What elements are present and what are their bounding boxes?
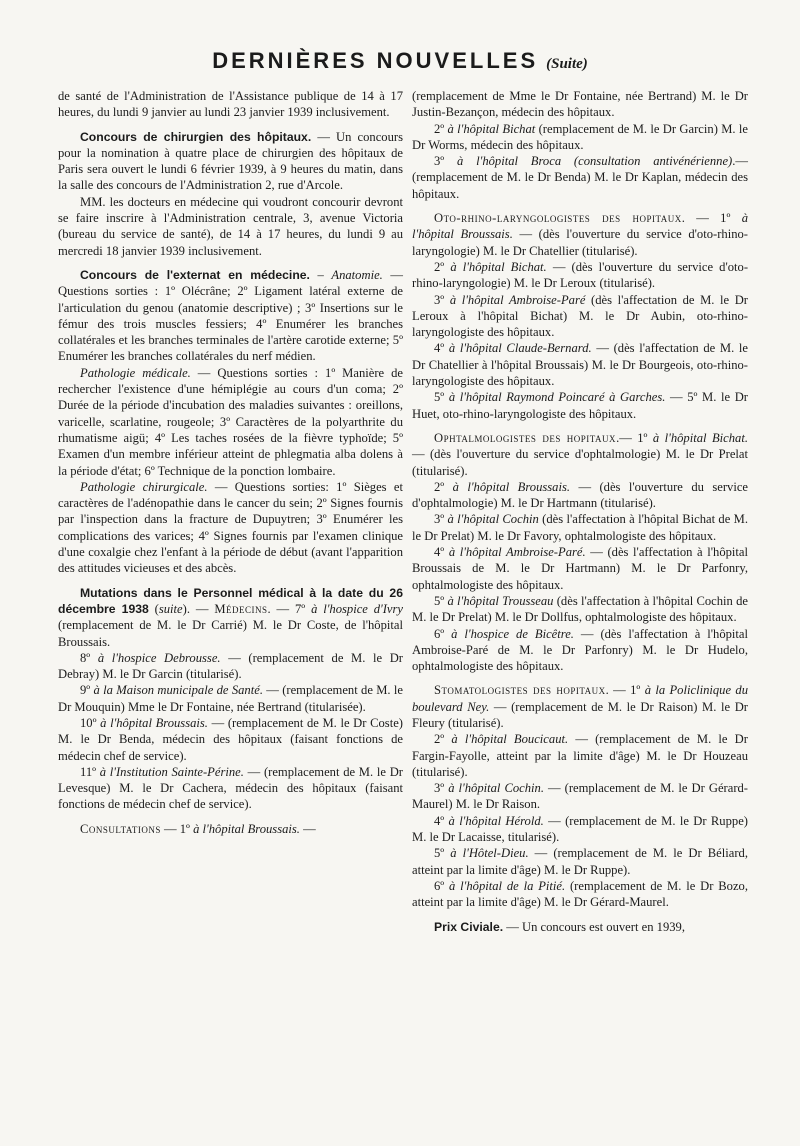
text-run: 3º xyxy=(434,781,449,796)
text-run: (dès l'affectation à l'hôpital Cochin de M. le Dr Prelat) M. le Dr Dollfus, ophtalmologiste des hôpitaux. xyxy=(412,593,748,625)
paragraph xyxy=(412,731,748,780)
text-run: 2º xyxy=(434,479,453,494)
text-run: à l'hôpital Bichat xyxy=(447,121,536,136)
text-run: à l'hospice Debrousse. xyxy=(97,650,221,665)
text-run: Médecins xyxy=(214,601,268,616)
paragraph xyxy=(412,780,748,813)
text-run: de santé de l'Administration de l'Assistance publique de 14 à 17 heures, du lundi 9 janvier au lundi 23 janvier 1939 inclusivement. xyxy=(58,89,403,120)
section-title: DERNIÈRES NOUVELLES xyxy=(212,48,539,73)
paragraph xyxy=(412,121,748,154)
paragraph xyxy=(412,389,748,422)
text-run: 6º xyxy=(434,626,452,641)
paragraph xyxy=(412,544,748,593)
paragraph-heading: Prix Civiale. xyxy=(434,919,504,934)
text-run: — Questions sorties : 1º Manière de rechercher l'existence d'une hémiplégie au cours d'un coma; 2º Durée de la période d'incubation des maladies suivantes : oreillons, varicelle, scarlatine, rougeole; 3º Caractères de la polyarthrite du rhumatisme aigü; 4º Les taches rosées de la fièvre typhoïde; 5º Examen d'un membre inférieur atteint de phlegmatia alba dolens à la période d'état; 6º Technique de la ponction lombaire. xyxy=(58,365,403,478)
paragraph xyxy=(412,682,748,731)
text-run: 2º xyxy=(434,732,452,747)
paragraph-heading: Concours de chirurgien des hôpitaux. xyxy=(80,129,312,144)
text-run: – xyxy=(309,267,332,282)
paragraph xyxy=(412,153,748,202)
text-run: 10º xyxy=(80,715,101,730)
paragraph xyxy=(412,210,748,259)
text-run: — (remplacement de M. le Dr Coste) M. le Dr Benda, médecin des hôpitaux (faisant fonctions de médecin chef de service). xyxy=(58,715,403,763)
text-run: — (remplacement de M. le Dr Raison) M. le Dr Fleury (titularisé). xyxy=(412,699,749,730)
paragraph xyxy=(412,845,748,878)
text-run: — Questions sorties : 1º Olécrâne; 2º Ligament latéral externe de l'articulation du genou (anatomie descriptive) ; 3º Insertions sur le fémur des trois muscles fessiers; 4º Enumérer les branches collatérales et les branches terminales de l'artère carotide externe; 5º Enumérer les branches collatérales du nerf médien. xyxy=(58,267,403,364)
text-run: Stomatologistes des hopitaux xyxy=(434,683,606,698)
paragraph-heading: Concours de l'externat en médecine. xyxy=(80,267,310,282)
text-run: Pathologie chirurgicale. xyxy=(80,479,208,494)
text-run: 5º xyxy=(434,593,448,608)
text-run: — (remplacement de M. le Dr Fargin-Fayolle, atteint par la limite d'âge) M. le Dr Houzeau (titularisé). xyxy=(412,732,748,779)
text-run: à l'hospice de Bicêtre. xyxy=(451,626,574,641)
text-run: 4º xyxy=(434,813,449,828)
paragraph xyxy=(58,585,403,650)
paragraph xyxy=(58,479,403,577)
paragraph xyxy=(58,267,403,365)
text-run: (dès l'affectation de M. le Dr Leroux à l'hôpital Bichat) M. le Dr Aubin, oto-rhino-laryngologiste des hôpitaux. xyxy=(412,292,748,340)
text-run: à la Policlinique du boulevard Ney. xyxy=(412,683,748,714)
text-run: (remplacement de M. le Dr Bozo, atteint par la limite d'âge) M. le Dr Gérard-Maurel. xyxy=(412,878,748,910)
left-column xyxy=(58,88,403,837)
text-run: à l'hôpital Claude-Bernard. xyxy=(448,341,592,356)
text-run: à l'hôpital Broussais. xyxy=(412,211,748,242)
paragraph xyxy=(58,821,403,837)
text-run: à l'hôpital Raymond Poincaré à Garches. xyxy=(448,390,666,405)
text-run: — (dès l'ouverture du service d'ophtalmologie) M. le Dr Hartmann (titularisé). xyxy=(412,479,749,511)
text-run: 11º xyxy=(80,764,100,779)
text-run: — (remplacement de M. le Dr Gérard-Maurel) M. le Dr Raison. xyxy=(412,781,749,812)
text-run: à l'hôpital Cochin xyxy=(447,512,539,527)
paragraph xyxy=(412,813,748,846)
text-run: Pathologie médicale. xyxy=(80,365,191,380)
text-run: . — 1º xyxy=(681,211,742,226)
text-run: Ophtalmologistes des hopitaux xyxy=(434,430,617,445)
text-run: — (dès l'ouverture du service d'oto-rhino-laryngologie) M. le Dr Leroux (titularisé). xyxy=(412,259,749,291)
text-run: à l'hôpital de la Pitié. xyxy=(449,878,566,893)
text-run: ( xyxy=(148,601,159,616)
paragraph xyxy=(58,88,403,121)
text-run: 4º xyxy=(434,545,449,560)
paragraph xyxy=(412,479,748,512)
text-run: . — 1º xyxy=(605,683,645,698)
text-run: ). — xyxy=(182,601,215,616)
paragraph xyxy=(412,626,748,675)
text-run: (dès l'affectation à l'hôpital Bichat de M. le Dr Prelat) M. le Dr Favory, ophtalmologiste des hôpitaux. xyxy=(412,512,748,543)
text-run: — 1º xyxy=(160,821,194,836)
text-run: à l'Institution Sainte-Périne. xyxy=(99,764,244,779)
paragraph xyxy=(58,715,403,764)
page-header xyxy=(0,48,800,74)
text-run: Oto-rhino-laryngologistes des hopitaux xyxy=(434,211,682,226)
text-run: 6º xyxy=(434,878,450,893)
paragraph xyxy=(58,129,403,194)
text-run: à l'Hôtel-Dieu. xyxy=(450,846,529,861)
text-run: 8º xyxy=(80,650,98,665)
text-run: . — 7º xyxy=(267,601,312,616)
paragraph xyxy=(412,511,748,544)
paragraph xyxy=(412,919,748,935)
text-run: à l'hôpital Hérold. xyxy=(448,813,544,828)
text-run: .— 1º xyxy=(616,430,653,445)
text-run: 3º xyxy=(434,512,448,527)
text-run: à l'hôpital Ambroise-Paré xyxy=(449,292,586,307)
text-run: Anatomie. xyxy=(331,267,383,282)
text-run: — (remplacement de M. le Dr Levesque) M. le Dr Cachera, médecin des hôpitaux (faisant fonctions de médecin chef de service). xyxy=(58,764,403,812)
text-run: à l'hôpital Broussais. xyxy=(193,821,300,836)
text-run: — Un concours est ouvert en 1939, xyxy=(503,919,685,934)
text-run: à l'hôpital Bichat. xyxy=(652,430,748,445)
text-run: — xyxy=(299,821,316,836)
text-run: — Un concours pour la nomination à quatre place de chirurgien des hôpitaux de Paris sera ouvert le lundi 6 février 1939, à 9 heures du matin, dans la salle des concours de l'Administration 2, rue d'Arcole. xyxy=(58,129,403,193)
text-run: — (remplacement de M. le Dr Mouquin) Mme le Dr Fontaine, née Bertrand (titularisée). xyxy=(58,683,403,714)
text-run: — (dès l'affectation à l'hôpital Ambroise-Paré de M. le Dr Parfonry) M. le Dr Hudelo, ophtalmologiste des hôpitaux. xyxy=(412,626,749,674)
paragraph xyxy=(412,430,748,479)
text-run: 3º xyxy=(434,292,450,307)
section-suite-label: (Suite) xyxy=(546,56,588,72)
text-run: suite xyxy=(158,601,183,616)
paragraph xyxy=(412,340,748,389)
text-run: à l'hôpital Boucicaut. xyxy=(451,732,569,747)
text-run: 4º xyxy=(434,341,449,356)
paragraph xyxy=(58,365,403,479)
paragraph xyxy=(58,194,403,259)
text-run: 9º xyxy=(80,683,94,698)
paragraph xyxy=(412,292,748,341)
text-run: à l'hôpital Ambroise-Paré. xyxy=(448,545,586,560)
paragraph xyxy=(412,259,748,292)
paragraph xyxy=(58,682,403,715)
paragraph xyxy=(58,650,403,683)
text-run: — (dès l'ouverture du service d'oto-rhino-laryngologie) M. le Dr Chatellier (titularisé). xyxy=(412,227,748,258)
text-run: — (remplacement de M. le Dr Béliard, atteint par la limite d'âge) M. le Dr Ruppe). xyxy=(412,846,748,877)
text-run: à l'hôpital Broussais. xyxy=(100,715,208,730)
text-run: Consultations xyxy=(80,821,161,836)
paragraph xyxy=(412,88,748,121)
text-run: (remplacement de Mme le Dr Fontaine, née Bertrand) M. le Dr Justin-Bezançon, médecin des hôpitaux. xyxy=(412,89,748,120)
text-run: 2º xyxy=(434,121,448,136)
text-run: — Questions sorties: 1º Sièges et caractères de l'adénopathie dans le cancer du sein; 2º Signes fournis par l'inspection dans la fracture de Dupuytren; 3º Enumérer les complications des varices; 4º Signes fournis par l'examen clinique d'une coxalgie chez l'enfant à la période de début (avant l'apparition des attitudes vicieuses et des abcès. xyxy=(58,479,403,576)
text-run: à l'hôpital Trousseau xyxy=(447,593,554,608)
text-run: — (remplacement de M. le Dr Ruppe) M. le Dr Lacaisse, titularisé). xyxy=(412,813,748,845)
text-run: .— (remplacement de M. le Dr Benda) M. le Dr Kaplan, médecin des hôpitaux. xyxy=(412,154,748,201)
text-run: — (dès l'affectation à l'hôpital Broussais de M. le Dr Hartmann) M. le Dr Parfonry, ophtalmologiste des hôpitaux. xyxy=(412,545,749,592)
right-column xyxy=(412,88,748,935)
text-run: à l'hôpital Cochin. xyxy=(448,781,544,796)
text-run: à l'hôpital Broussais. xyxy=(452,479,571,494)
paragraph xyxy=(58,764,403,813)
text-run: — (dès l'ouverture du service d'ophtalmologie) M. le Dr Prelat (titularisé). xyxy=(412,447,748,478)
paragraph xyxy=(412,593,748,626)
text-run: (remplacement de M. le Dr Garcin) M. le Dr Worms, médecin des hôpitaux. xyxy=(412,121,748,152)
text-run: — 5º M. le Dr Huet, oto-rhino-laryngologiste des hôpitaux. xyxy=(412,390,748,421)
text-run: à l'hôpital Broca (consultation antivénérienne) xyxy=(457,154,733,169)
text-run: — (remplacement de M. le Dr Debray) M. le Dr Garcin (titularisé). xyxy=(58,650,403,682)
text-run: à l'hospice d'Ivry xyxy=(311,601,404,616)
text-run: 3º xyxy=(434,154,458,169)
text-run: 5º xyxy=(434,390,449,405)
text-run: à l'hôpital Bichat. xyxy=(450,259,547,274)
text-run: MM. les docteurs en médecine qui voudront concourir devront se faire inscrire à l'Administration centrale, 3, avenue Victoria (bureau du service de santé), de 14 à 17 heures, du lundi 9 au mercredi 18 janvier 1939 inclusivement. xyxy=(58,194,403,258)
paragraph xyxy=(412,878,748,911)
text-run: 5º xyxy=(434,846,451,861)
text-run: — (dès l'affectation de M. le Dr Chatellier à l'hôpital Broussais) M. le Dr Bourgeois, oto-rhino-laryngologiste des hôpitaux. xyxy=(412,341,748,389)
text-run: 2º xyxy=(434,259,451,274)
text-run: (remplacement de M. le Dr Carrié) M. le Dr Coste, de l'hôpital Broussais. xyxy=(58,618,403,649)
text-run: à la Maison municipale de Santé. xyxy=(93,683,263,698)
paragraph-heading: Mutations dans le Personnel médical à la date du 26 décembre 1938 xyxy=(58,585,403,616)
